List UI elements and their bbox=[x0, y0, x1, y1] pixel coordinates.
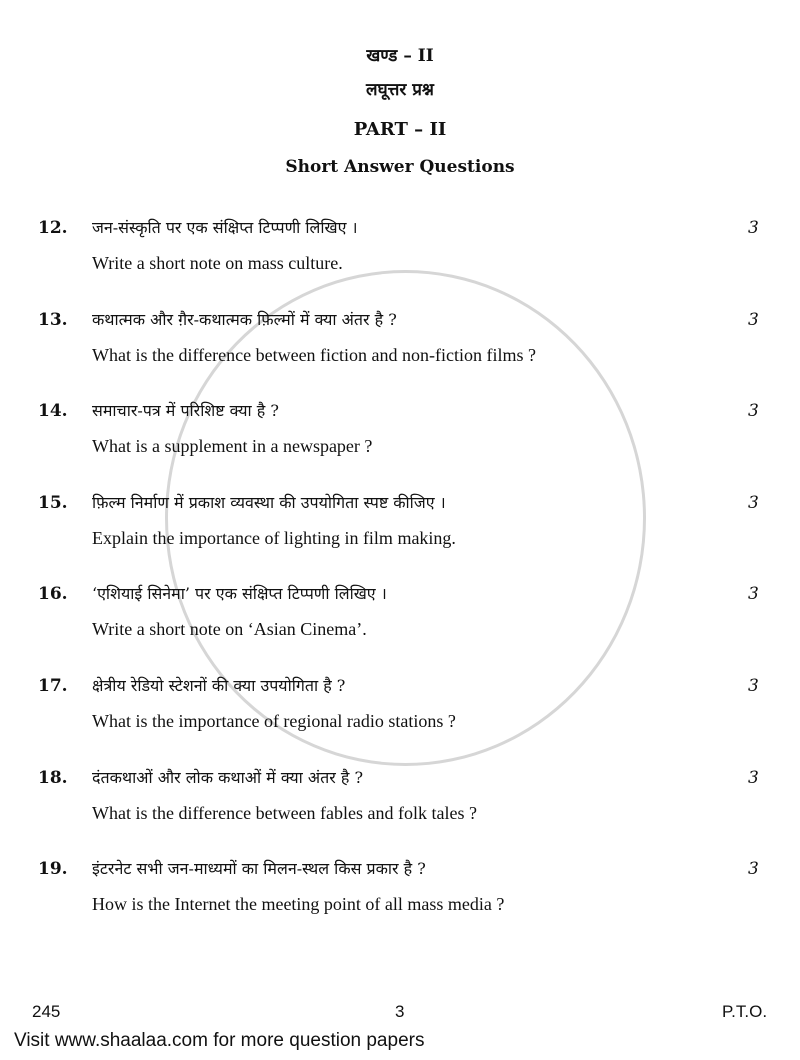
question-number: 16. bbox=[38, 584, 68, 605]
question-text-english: What is the importance of regional radio stations ? bbox=[92, 711, 456, 731]
pto-label: P.T.O. bbox=[722, 1002, 768, 1021]
question-text-hindi: जन-संस्कृति पर एक संक्षिप्त टिप्पणी लिखिए । bbox=[92, 218, 358, 237]
question-text-english: Explain the importance of lighting in film making. bbox=[92, 527, 456, 548]
question-marks: 3 bbox=[748, 492, 759, 513]
question-text-hindi: दंतकथाओं और लोक कथाओं में क्या अंतर है ? bbox=[92, 767, 364, 787]
question-text-hindi: समाचार-पत्र में परिशिष्ट क्या है ? bbox=[92, 401, 279, 421]
question-marks: 3 bbox=[748, 767, 759, 788]
question-number: 14. bbox=[38, 401, 68, 422]
question-number: 13. bbox=[38, 309, 68, 330]
question-item bbox=[0, 399, 800, 479]
question-item bbox=[0, 582, 800, 662]
question-number: 19. bbox=[38, 859, 68, 880]
question-marks: 3 bbox=[748, 676, 759, 696]
question-marks: 3 bbox=[748, 859, 759, 880]
question-item bbox=[0, 674, 800, 754]
question-text-hindi: ‘एशियाई सिनेमा’ पर एक संक्षिप्त टिप्पणी लिखिए । bbox=[92, 584, 387, 604]
section-title: Short Answer Questions bbox=[285, 157, 515, 177]
question-item bbox=[0, 857, 800, 937]
question-text-english: What is the difference between fiction and non-fiction films ? bbox=[92, 344, 537, 365]
question-number: 15. bbox=[38, 492, 68, 513]
section-title-hindi: लघूत्तर प्रश्न bbox=[366, 80, 434, 100]
question-text-english: How is the Internet the meeting point of all mass media ? bbox=[92, 894, 505, 915]
page-number: 3 bbox=[395, 1002, 405, 1021]
question-text-english: Write a short note on mass culture. bbox=[92, 253, 343, 273]
paper-code: 245 bbox=[32, 1002, 61, 1021]
question-marks: 3 bbox=[748, 584, 759, 605]
question-marks: 3 bbox=[748, 218, 759, 238]
question-item bbox=[0, 491, 800, 571]
question-item bbox=[0, 216, 800, 296]
section-heading: PART – II bbox=[353, 119, 447, 140]
question-text-hindi: क्षेत्रीय रेडियो स्टेशनों की क्या उपयोगिता है ? bbox=[92, 676, 346, 695]
question-text-english: Write a short note on ‘Asian Cinema’. bbox=[92, 619, 367, 640]
question-number: 17. bbox=[38, 676, 68, 696]
question-text-hindi: फ़िल्म निर्माण में प्रकाश व्यवस्था की उपयोगिता स्पष्ट कीजिए । bbox=[92, 492, 446, 512]
question-marks: 3 bbox=[748, 401, 759, 422]
question-number: 12. bbox=[38, 218, 68, 238]
question-text-hindi: कथात्मक और ग़ैर-कथात्मक फ़िल्मों में क्या अंतर है ? bbox=[92, 309, 397, 329]
question-text-hindi: इंटरनेट सभी जन-माध्यमों का मिलन-स्थल किस प्रकार है ? bbox=[92, 859, 426, 879]
visit-link[interactable]: Visit www.shaalaa.com for more question papers bbox=[14, 1030, 425, 1051]
question-marks: 3 bbox=[748, 309, 759, 330]
question-text-english: What is a supplement in a newspaper ? bbox=[92, 436, 373, 457]
question-item bbox=[0, 766, 800, 846]
question-item bbox=[0, 308, 800, 388]
section-heading-hindi: खण्ड – II bbox=[366, 46, 434, 66]
question-number: 18. bbox=[38, 767, 68, 788]
question-text-english: What is the difference between fables and folk tales ? bbox=[92, 802, 477, 823]
